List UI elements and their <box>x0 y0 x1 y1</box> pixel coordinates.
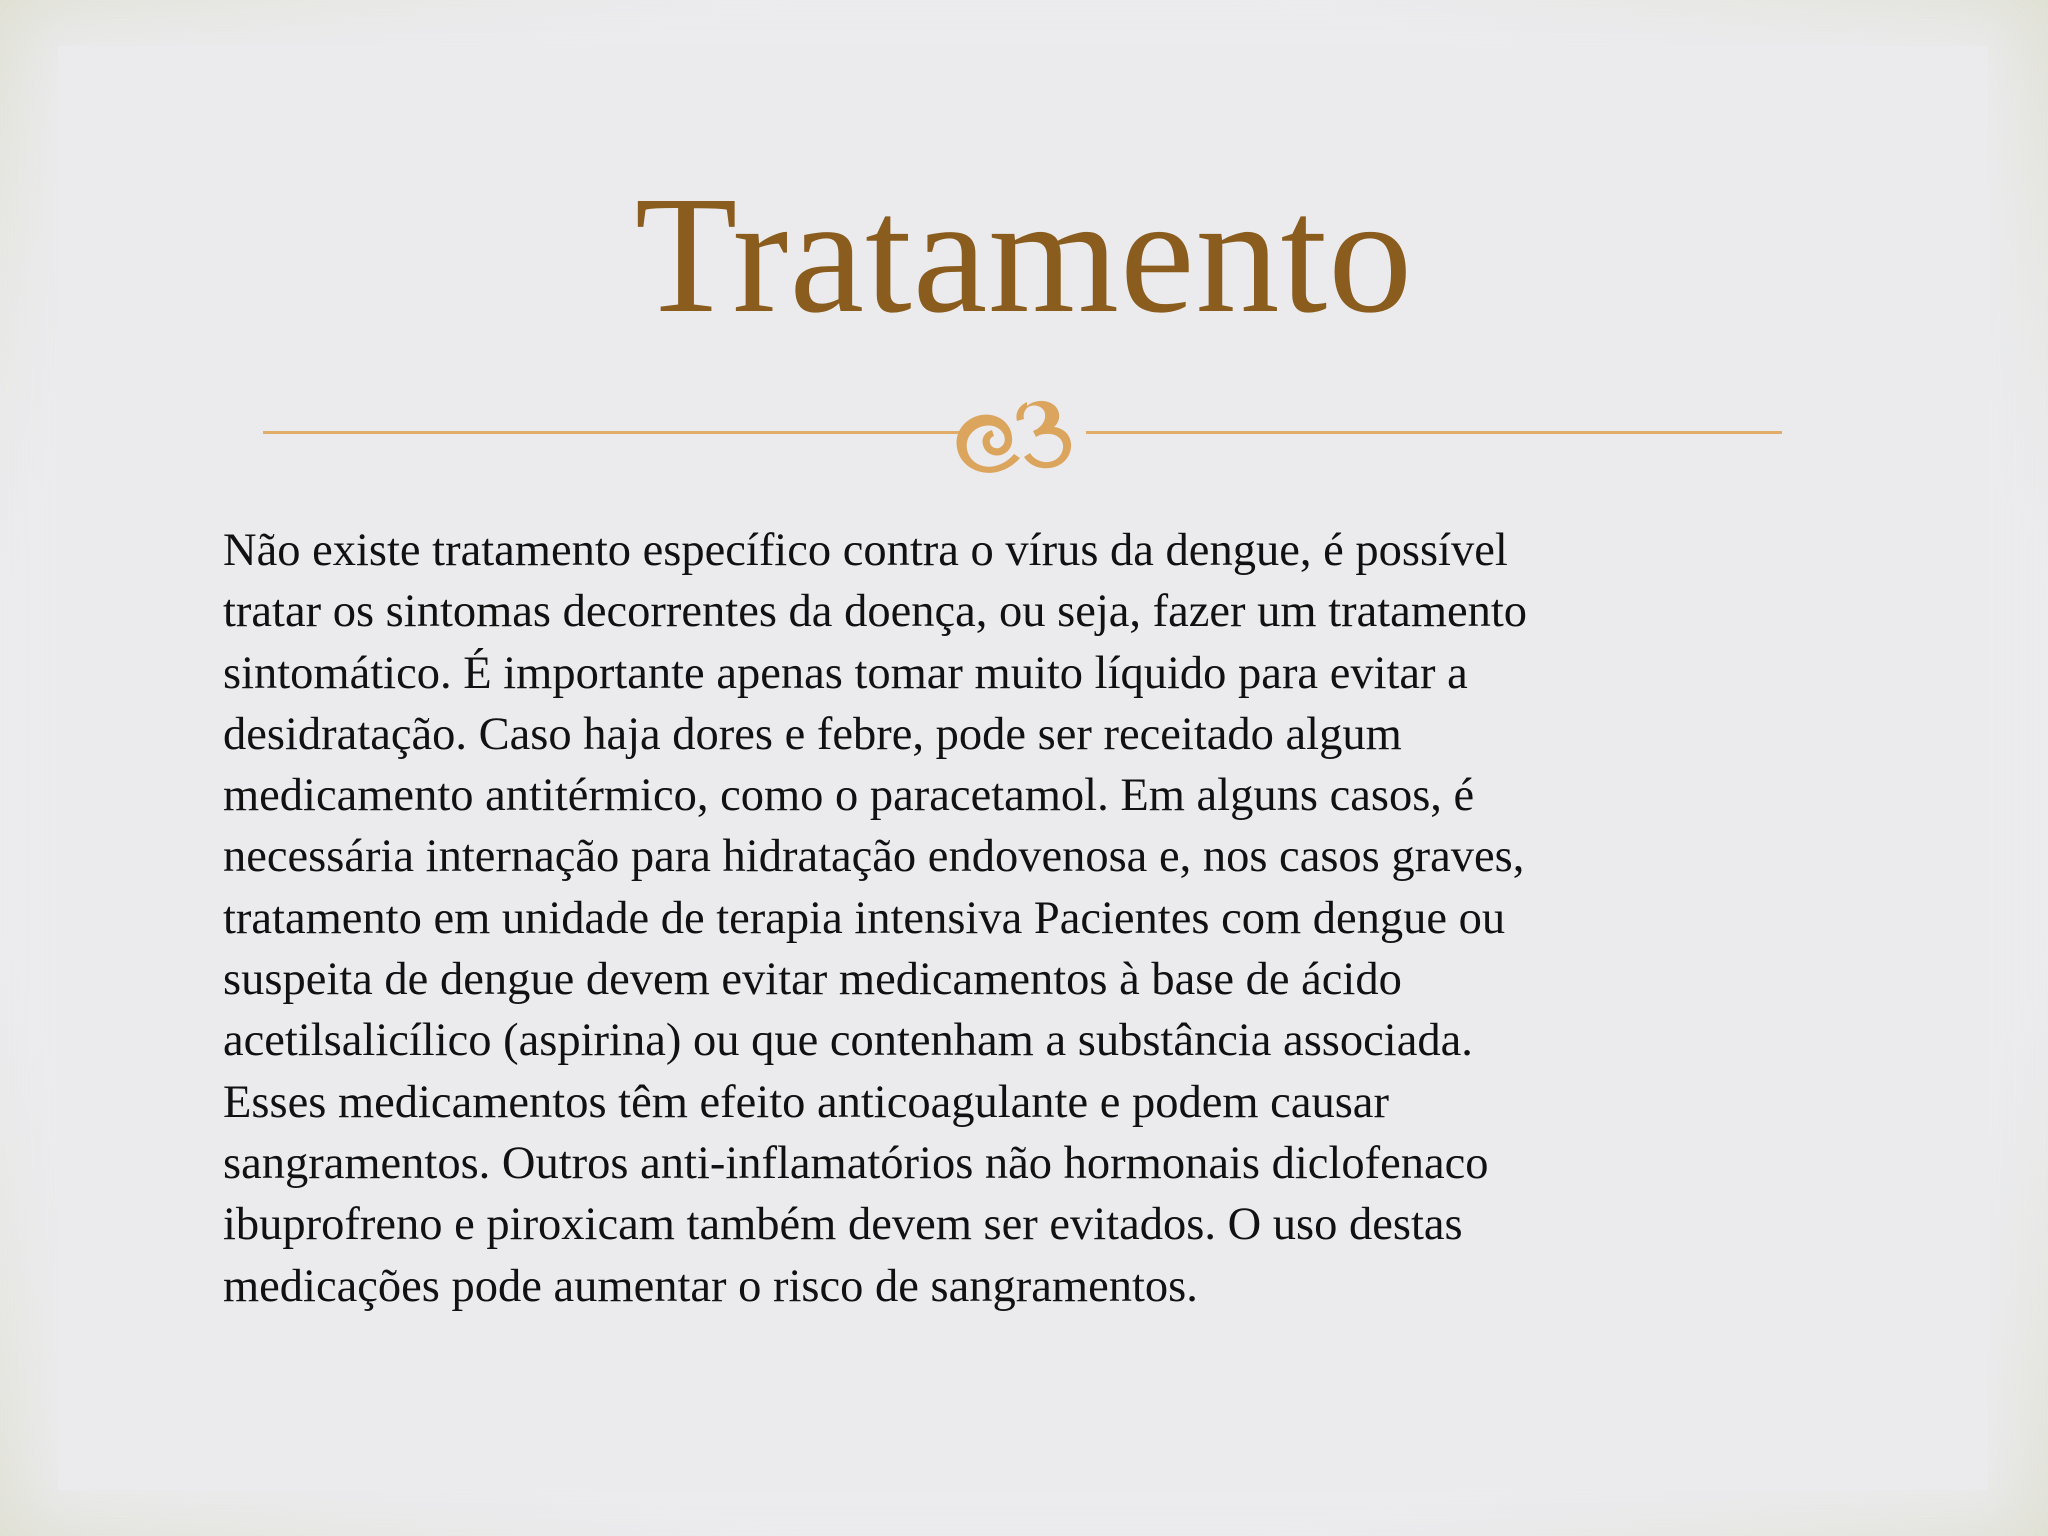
body-line: acetilsalicílico (aspirina) ou que contenham a substância associada. <box>223 1015 1473 1067</box>
body-line: tratamento em unidade de terapia intensiva Pacientes com dengue ou <box>223 892 1506 944</box>
body-line: sintomático. É importante apenas tomar muito líquido para evitar a <box>223 647 1468 699</box>
body-line: medicações pode aumentar o risco de sangramentos. <box>223 1260 1198 1312</box>
body-line: suspeita de dengue devem evitar medicamentos à base de ácido <box>223 954 1402 1006</box>
body-line: Esses medicamentos têm efeito anticoagulante e podem causar <box>223 1076 1389 1128</box>
body-line: medicamento antitérmico, como o paracetamol. Em alguns casos, é <box>223 770 1475 822</box>
slide-body-text <box>223 520 1843 1317</box>
body-line: ibuprofreno e piroxicam também devem ser evitados. O uso destas <box>223 1199 1463 1251</box>
body-line: desidratação. Caso haja dores e febre, pode ser receitado algum <box>223 708 1402 760</box>
body-line: sangramentos. Outros anti-inflamatórios não hormonais diclofenaco <box>223 1137 1489 1189</box>
body-line: tratar os sintomas decorrentes da doença, ou seja, fazer um tratamento <box>223 586 1528 638</box>
divider-line-left <box>263 431 960 434</box>
decorative-flourish-icon <box>948 382 1098 482</box>
divider-line-right <box>1086 431 1782 434</box>
body-line: necessária internação para hidratação endovenosa e, nos casos graves, <box>223 831 1525 883</box>
body-line: Não existe tratamento específico contra o vírus da dengue, é possível <box>223 525 1508 576</box>
slide-title: Tratamento <box>634 162 1414 348</box>
